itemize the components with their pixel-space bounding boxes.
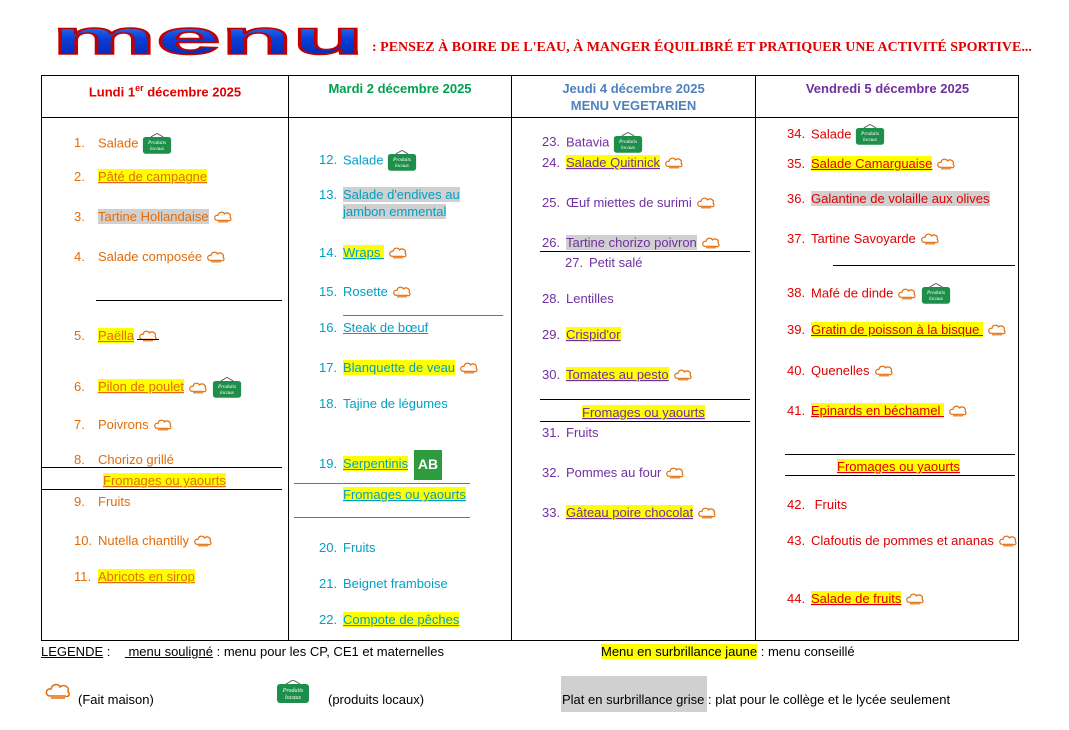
item-number: 25.	[542, 195, 561, 210]
separator-line	[785, 475, 1015, 476]
separator-line	[343, 315, 503, 316]
item-number: 37.	[787, 231, 806, 246]
separator-line	[540, 251, 750, 252]
menu-item	[542, 132, 643, 154]
chef-hat-icon	[874, 365, 894, 378]
chef-hat-icon	[459, 362, 479, 375]
chef-hat-icon	[897, 288, 917, 301]
item-number: 33.	[542, 505, 561, 520]
item-label: Serpentinis	[343, 456, 409, 472]
item-number: 24.	[542, 155, 561, 170]
item-label: Petit salé	[589, 255, 643, 270]
item-label: Galantine de volaille aux olives	[811, 191, 990, 206]
header-jeudi: Jeudi 4 décembre 2025 MENU VEGETARIEN	[562, 81, 705, 113]
item-label: Tomates au pesto	[566, 367, 669, 382]
chef-hat-icon	[665, 467, 685, 480]
item-label: Salade Quitinick	[566, 155, 660, 170]
menu-item	[319, 539, 376, 556]
menu-item-dairy	[837, 458, 960, 475]
local-products-icon	[921, 283, 951, 305]
svg-text:locaux: locaux	[219, 390, 235, 397]
item-number: 1.	[74, 135, 85, 151]
separator-line	[540, 421, 750, 422]
item-label: Fromages ou yaourts	[343, 487, 466, 502]
item-label: Tartine Savoyarde	[811, 231, 916, 246]
chef-hat-icon	[188, 382, 208, 395]
item-label: Fruits	[98, 494, 131, 509]
menu-item	[787, 590, 925, 607]
item-label: Rosette	[343, 284, 388, 299]
item-label: Beignet framboise	[343, 576, 448, 591]
item-number: 29.	[542, 327, 561, 342]
chef-hat-icon	[948, 405, 968, 418]
svg-text:locaux: locaux	[150, 146, 165, 153]
item-number: 16.	[319, 320, 338, 335]
item-label: Salade	[98, 135, 139, 151]
menu-item	[787, 124, 885, 146]
menu-item	[74, 208, 233, 225]
svg-text:Produits: Produits	[218, 384, 237, 390]
menu-item	[787, 321, 1007, 338]
menu-item	[542, 290, 614, 307]
svg-text:Produits: Produits	[927, 290, 946, 296]
item-number: 11.	[74, 569, 92, 584]
item-number: 22.	[319, 612, 338, 627]
header-separator	[42, 117, 1018, 118]
item-label: Gâteau poire chocolat	[566, 505, 694, 520]
item-number: 27.	[565, 255, 584, 270]
item-label: Batavia	[566, 134, 610, 150]
item-number: 9.	[74, 494, 85, 509]
menu-item	[542, 326, 621, 343]
item-number: 12.	[319, 152, 338, 168]
separator-line	[41, 467, 282, 468]
chef-hat-icon	[193, 535, 213, 548]
menu-item-dairy	[343, 486, 466, 503]
item-number: 31.	[542, 425, 561, 440]
chef-hat-icon	[936, 158, 956, 171]
column-divider	[755, 76, 756, 640]
item-label: Fromages ou yaourts	[837, 459, 960, 474]
item-label: Fruits	[811, 497, 848, 512]
separator-line	[785, 454, 1015, 455]
item-label: Nutella chantilly	[98, 533, 190, 548]
menu-item	[319, 395, 448, 412]
chef-hat-icon	[206, 251, 226, 264]
local-products-icon	[387, 150, 417, 172]
item-label: Crispid'or	[566, 327, 621, 342]
legend-yellow: Menu en surbrillance jaune : menu conseillé	[601, 644, 855, 659]
item-label: Salade Camarguaise	[811, 156, 933, 171]
item-number: 43.	[787, 533, 806, 548]
chef-hat-icon	[138, 330, 158, 343]
chef-hat-icon	[998, 535, 1018, 548]
item-label: Salade	[811, 126, 852, 142]
item-label: Epinards en béchamel	[811, 403, 944, 418]
menu-item	[542, 464, 685, 481]
item-number: 30.	[542, 367, 561, 382]
chef-hat-icon	[701, 237, 721, 250]
local-products-icon	[855, 124, 885, 146]
item-number: 19.	[319, 456, 338, 472]
item-label: Lentilles	[566, 291, 614, 306]
menu-item	[319, 150, 417, 172]
menu-item	[542, 234, 721, 251]
menu-logo	[50, 27, 366, 57]
svg-text:menu: menu	[52, 27, 364, 57]
menu-item	[319, 244, 408, 261]
item-number: 32.	[542, 465, 561, 480]
chef-hat-icon	[392, 286, 412, 299]
item-label: Mafé de dinde	[811, 285, 894, 301]
chef-hat-icon	[664, 157, 684, 170]
svg-text:locaux: locaux	[863, 137, 878, 144]
item-label: Blanquette de veau	[343, 360, 456, 375]
item-label: Compote de pêches	[343, 612, 460, 627]
legend-local: (produits locaux)	[328, 692, 425, 707]
chef-hat-icon	[388, 247, 408, 260]
item-label-line2: jambon emmental	[343, 204, 447, 219]
item-number: 38.	[787, 285, 806, 301]
item-label: Pilon de poulet	[98, 379, 185, 395]
menu-item	[542, 424, 599, 441]
item-number: 17.	[319, 360, 338, 375]
item-label: Pâté de campagne	[98, 169, 208, 184]
item-label: Salade composée	[98, 249, 203, 264]
svg-text:Produits: Produits	[619, 139, 638, 145]
svg-text:Produits: Produits	[282, 688, 304, 694]
item-label: Clafoutis de pommes et ananas	[811, 533, 994, 548]
item-label: Pommes au four	[566, 465, 662, 480]
menu-item	[319, 186, 460, 220]
item-number: 10.	[74, 533, 93, 548]
separator-line	[294, 483, 470, 484]
item-number: 5.	[74, 328, 85, 343]
chef-hat-icon	[697, 507, 717, 520]
svg-text:Produits: Produits	[148, 140, 167, 146]
local-products-icon	[212, 377, 242, 399]
header-mardi: Mardi 2 décembre 2025	[328, 81, 472, 96]
legend-line-1: LEGENDE : menu souligné : menu pour les CP, CE1 et maternelles	[41, 644, 444, 659]
separator-line	[833, 265, 1015, 266]
menu-item	[74, 248, 226, 265]
item-number: 20.	[319, 540, 338, 555]
item-number: 44.	[787, 591, 806, 606]
menu-item	[542, 194, 716, 211]
item-label: Fruits	[343, 540, 376, 555]
svg-text:locaux: locaux	[395, 163, 410, 170]
menu-item	[319, 575, 448, 592]
menu-item	[74, 568, 195, 585]
item-number: 26.	[542, 235, 561, 250]
item-number: 35.	[787, 156, 806, 171]
item-label: Steak de bœuf	[343, 320, 429, 335]
legend-grey: Plat en surbrillance grise : plat pour le collège et le lycée seulement	[562, 692, 951, 707]
chef-hat-icon	[44, 683, 72, 701]
local-products-icon	[142, 133, 172, 155]
legend-homemade: (Fait maison)	[78, 692, 154, 707]
item-label: Tartine Hollandaise	[98, 209, 209, 224]
menu-item	[319, 611, 459, 628]
menu-item	[74, 133, 172, 155]
item-number: 34.	[787, 126, 806, 142]
item-number: 41.	[787, 403, 806, 418]
svg-text:AB: AB	[417, 456, 439, 472]
item-number: 6.	[74, 379, 85, 395]
item-number: 28.	[542, 291, 561, 306]
item-label: Quenelles	[811, 363, 870, 378]
menu-item	[74, 451, 174, 468]
item-number: 7.	[74, 417, 85, 432]
menu-item	[319, 359, 479, 376]
menu-item	[542, 154, 684, 171]
item-number: 36.	[787, 191, 806, 206]
chef-hat-icon	[213, 211, 233, 224]
menu-item	[787, 230, 940, 247]
item-label: Salade	[343, 152, 384, 168]
local-products-icon	[613, 132, 643, 154]
separator-line	[540, 399, 750, 400]
item-number: 23.	[542, 134, 561, 150]
item-number: 39.	[787, 322, 806, 337]
item-label: Fruits	[566, 425, 599, 440]
item-number: 40.	[787, 363, 806, 378]
item-number: 42.	[787, 497, 806, 512]
item-label: Gratin de poisson à la bisque	[811, 322, 983, 337]
item-label: Chorizo grillé	[98, 452, 174, 467]
column-divider	[288, 76, 289, 640]
chef-hat-icon	[987, 324, 1007, 337]
header-vendredi: Vendredi 5 décembre 2025	[805, 81, 970, 96]
menu-item	[787, 362, 894, 379]
header-lundi: Lundi 1er décembre 2025	[88, 83, 242, 100]
svg-text:locaux: locaux	[621, 145, 636, 152]
item-label: Tartine chorizo poivron	[566, 235, 697, 250]
item-number: 15.	[319, 284, 338, 299]
local-products-icon	[276, 680, 310, 704]
menu-item	[319, 450, 442, 480]
svg-text:Produits: Produits	[861, 131, 880, 137]
item-label: Abricots en sirop	[98, 569, 195, 584]
item-number: 18.	[319, 396, 338, 411]
item-number: 21.	[319, 576, 338, 591]
svg-text:locaux: locaux	[285, 695, 301, 701]
item-label: Salade d'endives au	[343, 187, 460, 202]
svg-text:Produits: Produits	[393, 157, 412, 163]
svg-text:locaux: locaux	[929, 296, 944, 303]
chef-hat-icon	[673, 369, 693, 382]
column-divider	[511, 76, 512, 640]
menu-item	[74, 416, 173, 433]
menu-item	[565, 254, 642, 271]
tagline: : PENSEZ À BOIRE DE L'EAU, À MANGER ÉQUILIBRÉ ET PRATIQUER UNE ACTIVITÉ SPORTIVE...	[372, 40, 1032, 55]
menu-item	[787, 190, 990, 207]
item-number: 13.	[319, 187, 338, 202]
chef-hat-icon	[696, 197, 716, 210]
chef-hat-icon	[920, 233, 940, 246]
chef-hat-icon	[153, 419, 173, 432]
item-label: Paëlla	[98, 328, 135, 343]
organic-ab-icon	[414, 450, 442, 480]
separator-line	[41, 489, 282, 490]
separator-line	[96, 300, 282, 301]
item-label: Wraps	[343, 245, 384, 260]
item-label: Poivrons	[98, 417, 149, 432]
item-number: 4.	[74, 249, 85, 264]
chef-hat-icon	[905, 593, 925, 606]
item-number: 14.	[319, 245, 338, 260]
item-label: Tajine de légumes	[343, 396, 448, 411]
menu-item	[787, 283, 951, 305]
item-label: Fromages ou yaourts	[582, 405, 705, 420]
item-number: 3.	[74, 209, 85, 224]
menu-item	[787, 532, 1018, 549]
menu-item	[74, 327, 158, 344]
menu-item	[74, 493, 131, 510]
item-label: Œuf miettes de surimi	[566, 195, 692, 210]
separator-line	[294, 517, 470, 518]
menu-item	[787, 496, 847, 513]
menu-item	[319, 319, 428, 336]
menu-item	[74, 377, 242, 399]
separator-line	[137, 339, 159, 340]
item-number: 2.	[74, 169, 85, 184]
menu-item	[319, 283, 412, 300]
menu-item	[542, 504, 717, 521]
menu-item	[74, 532, 213, 549]
menu-item-dairy	[103, 472, 226, 489]
menu-item	[787, 402, 968, 419]
item-label: Fromages ou yaourts	[103, 473, 226, 488]
menu-item	[787, 155, 956, 172]
menu-item	[74, 168, 207, 185]
menu-item-dairy	[582, 404, 705, 421]
menu-item	[542, 366, 693, 383]
item-number: 8.	[74, 452, 85, 467]
item-label: Salade de fruits	[811, 591, 902, 606]
